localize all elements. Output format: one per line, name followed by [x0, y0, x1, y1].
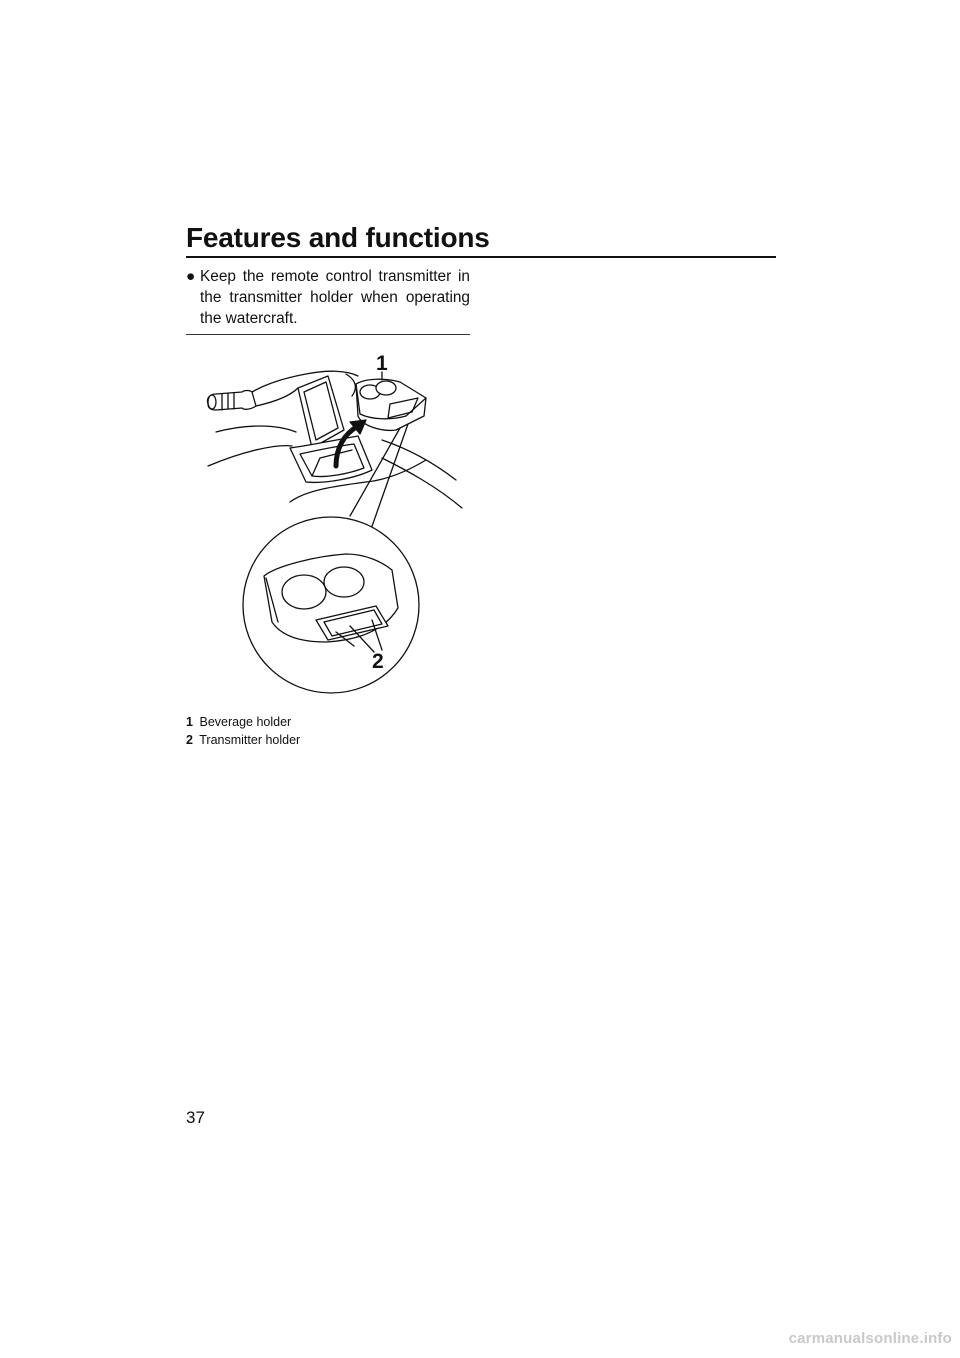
- caption-item: [186, 713, 300, 731]
- caption-label: Transmitter holder: [199, 733, 301, 747]
- header-rule: [186, 256, 776, 258]
- watercraft-holder-illustration: [186, 340, 476, 700]
- callout-1: 1: [376, 352, 388, 375]
- watermark[interactable]: carmanualsonline.info: [788, 1330, 952, 1347]
- page-number: 37: [186, 1108, 205, 1127]
- bullet-text: Keep the remote control transmitter in the transmitter holder when operating the watercraft.: [200, 268, 470, 327]
- callout-2: 2: [372, 650, 384, 673]
- caption-item: [186, 731, 300, 749]
- bullet-item: [186, 266, 470, 329]
- caption-label: Beverage holder: [199, 715, 292, 729]
- figure-caption: [186, 713, 300, 749]
- caption-number: 2: [186, 733, 193, 747]
- page-title: Features and functions: [186, 222, 490, 253]
- caption-number: 1: [186, 715, 193, 729]
- bullet-icon: ●: [186, 268, 196, 285]
- figure-illustration: [186, 340, 476, 700]
- note-rule: [186, 334, 470, 335]
